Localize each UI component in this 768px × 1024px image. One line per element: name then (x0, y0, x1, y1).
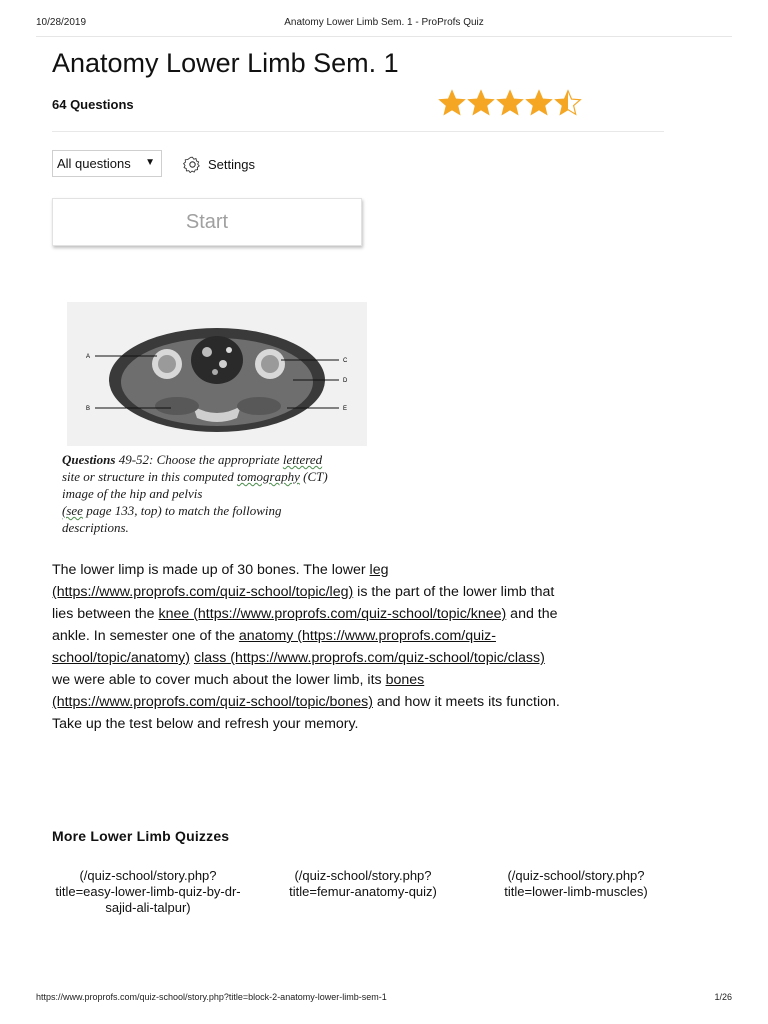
caret-down-icon: ▼ (145, 157, 155, 168)
anatomy-topic-link[interactable]: anatomy (https://www.proprofs.com/quiz-school/topic/anatomy) (52, 628, 496, 666)
start-button[interactable]: Start (52, 198, 362, 246)
print-url: https://www.proprofs.com/quiz-school/story.php?title=block-2-anatomy-lower-limb-sem-1 (36, 992, 387, 1002)
class-topic-link[interactable]: class (https://www.proprofs.com/quiz-school/topic/class) (193, 650, 545, 666)
caption-mid-1: site or structure in this computed (62, 469, 238, 484)
question-filter-value: All questions (57, 156, 131, 171)
ct-label-c: C (343, 358, 348, 364)
ct-caption (62, 451, 342, 536)
caption-word-lettered: lettered (282, 452, 323, 467)
desc-text-6: and how it meets its function. Take up the test below and refresh your memory. (52, 694, 560, 732)
more-quizzes-heading: More Lower Limb Quizzes (52, 828, 230, 844)
ct-figure (62, 302, 367, 556)
gear-icon (183, 155, 202, 174)
ct-label-e: E (343, 406, 348, 412)
related-quiz-link[interactable]: (/quiz-school/story.php?title=femur-anatomy-quiz) (289, 868, 437, 899)
star-icon (554, 88, 582, 118)
bones-topic-link[interactable]: bones (https://www.proprofs.com/quiz-school/topic/bones) (52, 672, 425, 710)
question-filter-select[interactable] (52, 150, 162, 177)
leg-topic-link[interactable]: leg (https://www.proprofs.com/quiz-school/topic/leg) (52, 562, 389, 600)
page-title: Anatomy Lower Limb Sem. 1 (52, 48, 399, 78)
print-header (36, 14, 732, 37)
star-icon (525, 88, 553, 118)
ct-label-d: D (343, 378, 348, 384)
quiz-description (52, 559, 564, 735)
settings-label: Settings (208, 156, 255, 172)
print-page-number: 1/26 (714, 992, 732, 1002)
caption-word-tomography: tomography (237, 469, 300, 484)
desc-text-5: we were able to cover much about the lower limb, its (52, 672, 386, 688)
ct-label-b: B (85, 406, 90, 412)
related-quiz-link[interactable]: (/quiz-school/story.php?title=easy-lower-limb-quiz-by-dr-sajid-ali-talpur) (55, 868, 241, 915)
caption-see: (see (62, 503, 83, 518)
ct-label-a: A (85, 354, 90, 360)
caption-range: 49-52: Choose the appropriate (115, 452, 283, 467)
print-doc-title: Anatomy Lower Limb Sem. 1 - ProProfs Quiz (284, 17, 484, 28)
star-icon (496, 88, 524, 118)
desc-text-2: is the part of the lower limb that lies between the (52, 584, 555, 622)
related-quiz-link[interactable]: (/quiz-school/story.php?title=lower-limb-muscles) (504, 868, 648, 899)
settings-button[interactable] (183, 153, 255, 175)
caption-end: page 133, top) to match the following descriptions. (62, 503, 282, 535)
knee-topic-link[interactable]: knee (https://www.proprofs.com/quiz-school/topic/knee) (158, 606, 507, 622)
star-icon (467, 88, 495, 118)
question-count: 64 Questions (52, 97, 134, 112)
caption-lead: Questions (62, 452, 116, 467)
star-rating (438, 88, 582, 122)
print-date: 10/28/2019 (36, 17, 87, 28)
star-icon (438, 88, 466, 118)
header-divider (52, 131, 664, 132)
ct-scan-image (67, 302, 367, 446)
desc-text-1: The lower limp is made up of 30 bones. The lower (52, 562, 370, 578)
desc-text-3: and the ankle. In semester one of the (52, 606, 558, 644)
caption-mid-2: (CT) image of the hip and pelvis (62, 469, 328, 501)
